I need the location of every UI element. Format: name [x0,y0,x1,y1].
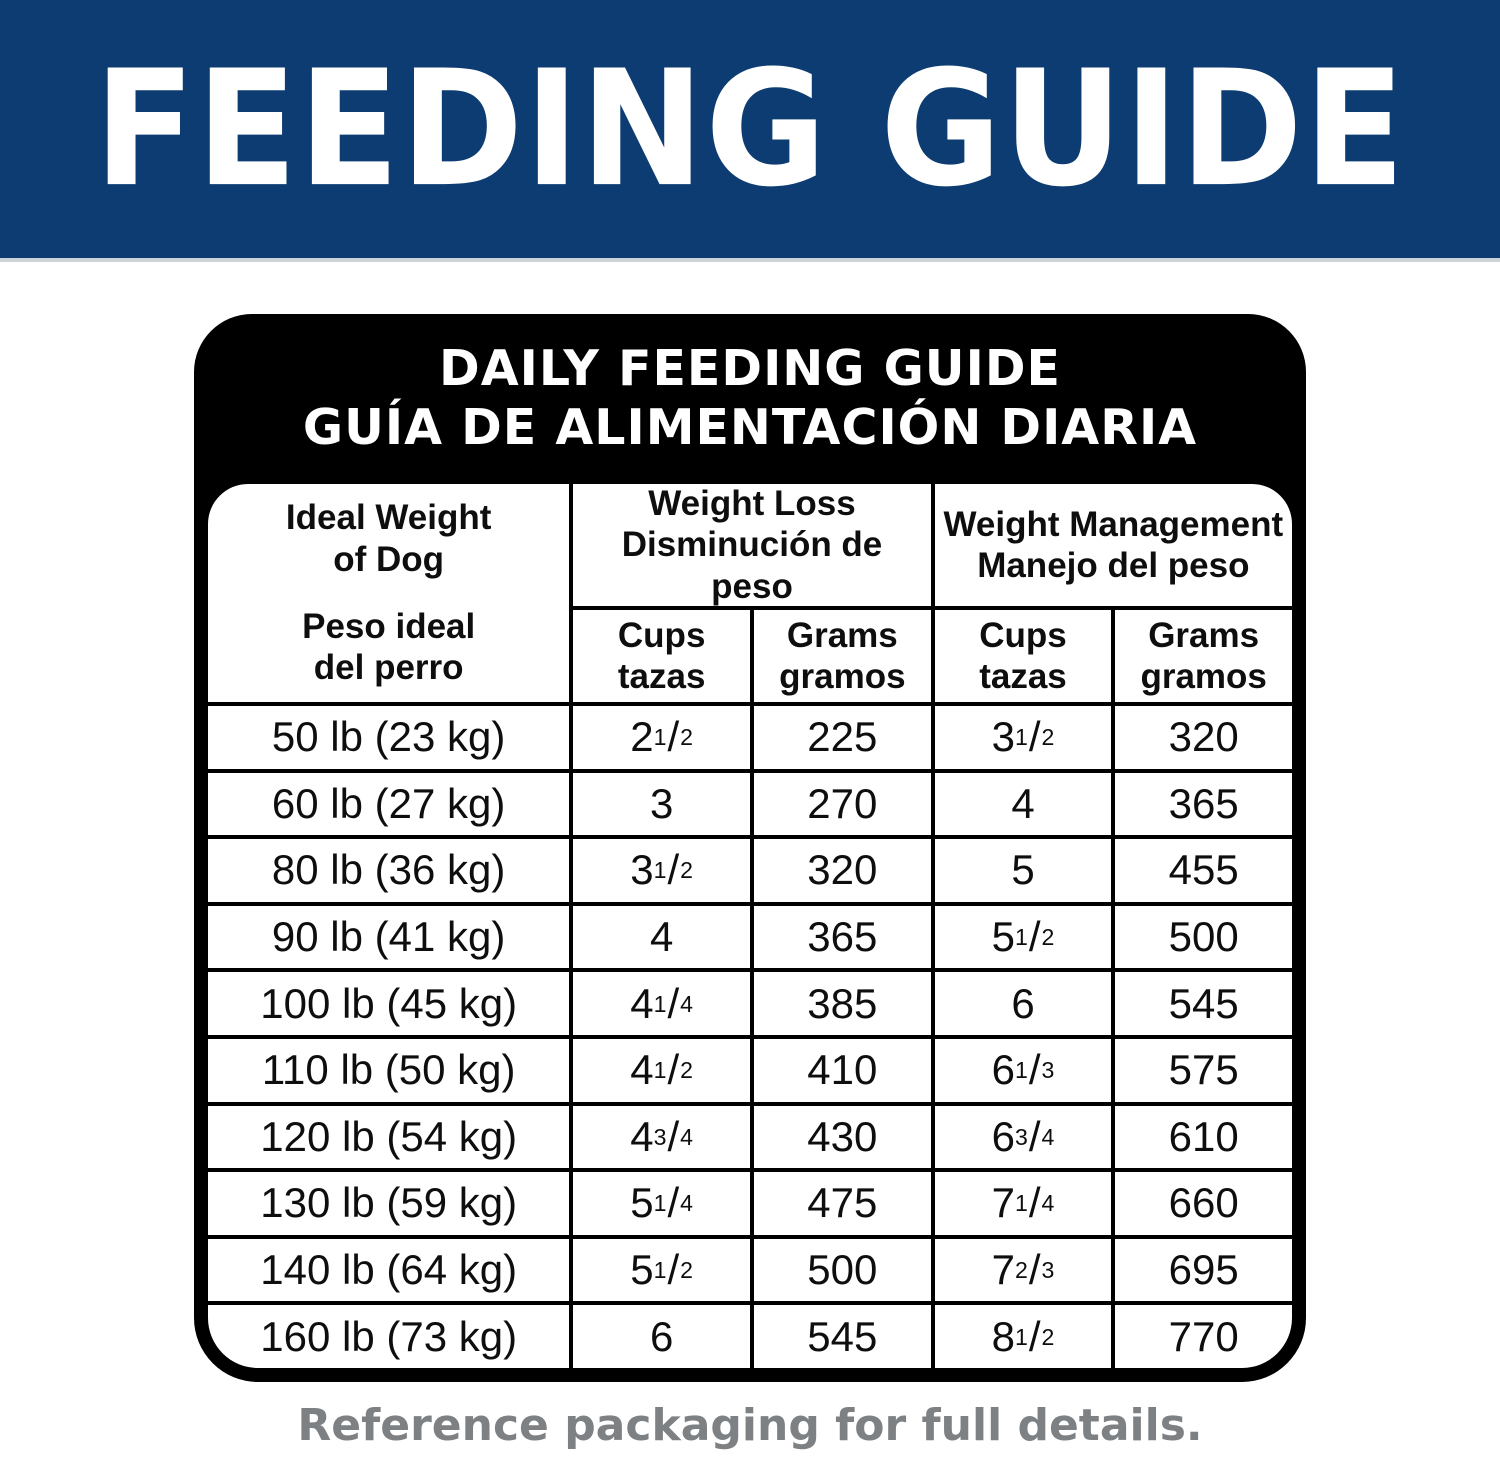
wm-grams-cell: 770 [1111,1301,1292,1368]
weight-cell: 50 lb (23 kg) [208,702,569,769]
wl-cups-cell: 5 1 / 2 [569,1235,750,1302]
wm-grams-cell: 320 [1111,702,1292,769]
wm-grams-cell: 610 [1111,1102,1292,1169]
wm-grams-cell: 545 [1111,968,1292,1035]
wl-cups-cell: 4 1 / 4 [569,968,750,1035]
wl-grams-cell: 500 [750,1235,931,1302]
wl-grams-cell: 365 [750,902,931,969]
subheader-wl-cups-en: Cups [617,615,706,655]
wl-grams-cell: 270 [750,769,931,836]
wl-grams-cell: 320 [750,835,931,902]
weight-cell: 120 lb (54 kg) [208,1102,569,1169]
feeding-panel [194,314,1306,1382]
wl-grams-cell: 430 [750,1102,931,1169]
corner-header-es-line1: Peso ideal [302,607,476,646]
wm-grams-cell: 500 [1111,902,1292,969]
wm-cups-cell: 5 1 / 2 [931,902,1112,969]
banner-title: FEEDING GUIDE [94,36,1406,222]
weight-cell: 60 lb (27 kg) [208,769,569,836]
subheader-wm-grams-en: Grams [1148,615,1260,655]
wm-cups-cell: 7 1 / 4 [931,1168,1112,1235]
wl-cups-cell: 3 1 / 2 [569,835,750,902]
wm-cups-cell: 8 1 / 2 [931,1301,1112,1368]
group-weight-loss-en: Weight Loss [648,484,856,524]
wm-cups-cell: 3 1 / 2 [931,702,1112,769]
weight-cell: 90 lb (41 kg) [208,902,569,969]
wl-cups-cell: 4 [569,902,750,969]
weight-cell: 130 lb (59 kg) [208,1168,569,1235]
subheader-wm-cups [931,606,1112,702]
wm-cups-cell: 6 1 / 3 [931,1035,1112,1102]
wm-cups-cell: 5 [931,835,1112,902]
corner-header-en-line1: Ideal Weight [285,498,492,538]
weight-cell: 110 lb (50 kg) [208,1035,569,1102]
wm-cups-cell: 7 2 / 3 [931,1235,1112,1302]
group-header-weight-loss [569,484,930,606]
group-weight-loss-es: Disminución de peso [621,525,883,606]
wl-grams-cell: 225 [750,702,931,769]
corner-header-es [302,606,475,689]
subheader-wl-cups-es: tazas [617,657,706,696]
subheader-wl-grams-es: gramos [779,657,906,696]
wl-grams-cell: 475 [750,1168,931,1235]
subheader-wm-grams [1111,606,1292,702]
panel-title [208,314,1292,484]
table-wrap [208,484,1292,1368]
wm-grams-cell: 660 [1111,1168,1292,1235]
banner [0,0,1500,262]
subheader-wl-grams [750,606,931,702]
weight-cell: 100 lb (45 kg) [208,968,569,1035]
wm-grams-cell: 455 [1111,835,1292,902]
feeding-table [208,484,1292,1368]
weight-cell: 80 lb (36 kg) [208,835,569,902]
subheader-wm-cups-en: Cups [979,615,1067,655]
weight-cell: 160 lb (73 kg) [208,1301,569,1368]
wl-grams-cell: 385 [750,968,931,1035]
wl-cups-cell: 2 1 / 2 [569,702,750,769]
wm-grams-cell: 575 [1111,1035,1292,1102]
wm-grams-cell: 695 [1111,1235,1292,1302]
panel-title-en: DAILY FEEDING GUIDE [439,340,1061,398]
wm-cups-cell: 6 3 / 4 [931,1102,1112,1169]
wm-cups-cell: 4 [931,769,1112,836]
subheader-wl-cups [569,606,750,702]
corner-header-en [286,497,492,580]
corner-header-es-line2: del perro [313,648,464,688]
wl-cups-cell: 4 3 / 4 [569,1102,750,1169]
wl-grams-cell: 410 [750,1035,931,1102]
wl-cups-cell: 5 1 / 4 [569,1168,750,1235]
wm-cups-cell: 6 [931,968,1112,1035]
corner-header-en-line2: of Dog [333,539,445,579]
corner-header-cell [208,484,569,702]
wl-grams-cell: 545 [750,1301,931,1368]
group-weight-management-en: Weight Management [943,504,1284,544]
group-header-weight-management [931,484,1292,606]
wl-cups-cell: 3 [569,769,750,836]
wl-cups-cell: 6 [569,1301,750,1368]
wl-cups-cell: 4 1 / 2 [569,1035,750,1102]
weight-cell: 140 lb (64 kg) [208,1235,569,1302]
group-weight-management-es: Manejo del peso [977,546,1250,585]
wm-grams-cell: 365 [1111,769,1292,836]
subheader-wl-grams-en: Grams [786,615,898,655]
subheader-wm-cups-es: tazas [979,657,1067,696]
subheader-wm-grams-es: gramos [1140,657,1267,696]
panel-title-es: GUÍA DE ALIMENTACIÓN DIARIA [302,399,1198,456]
footer-note: Reference packaging for full details. [297,1400,1203,1451]
